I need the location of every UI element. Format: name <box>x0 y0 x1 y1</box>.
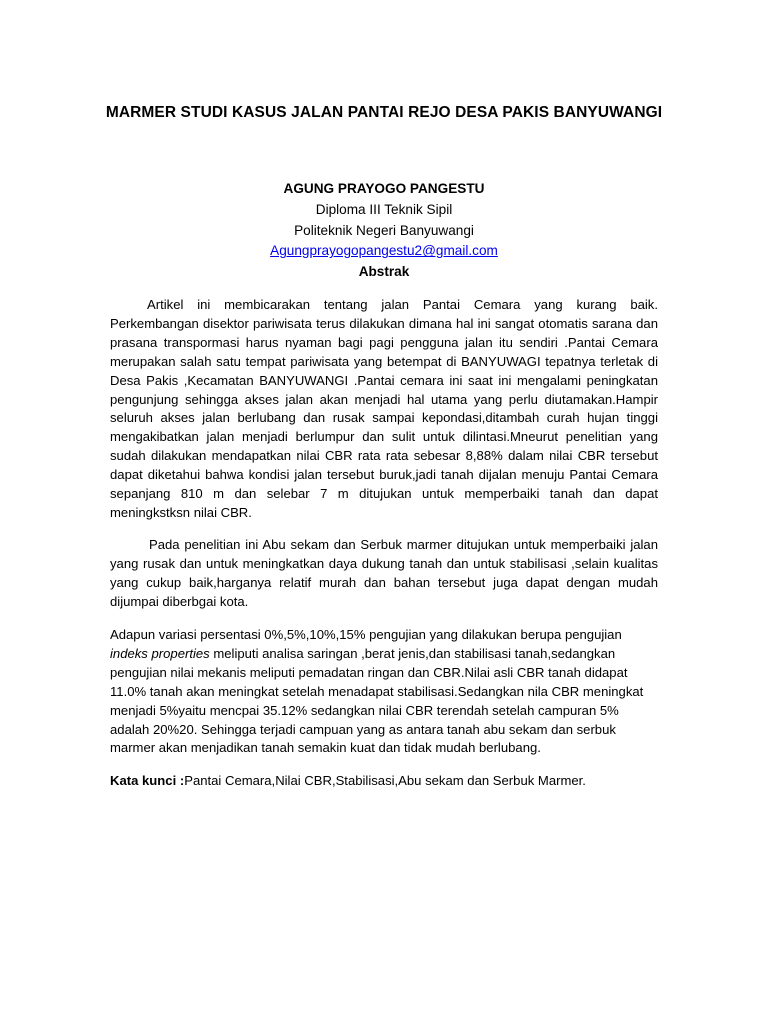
abstract-paragraph-3 <box>110 626 658 758</box>
author-email-link[interactable]: Agungprayogopangestu2@gmail.com <box>270 243 498 259</box>
keywords-label: Kata kunci : <box>110 773 185 788</box>
abstract-paragraph-3-italic-term: indeks properties <box>110 645 210 661</box>
abstract-paragraph-1 <box>110 296 658 523</box>
keywords-text: Pantai Cemara,Nilai CBR,Stabilisasi,Abu sekam dan Serbuk Marmer. <box>184 773 586 788</box>
author-block <box>0 179 768 283</box>
abstract-heading: Abstrak <box>358 264 410 280</box>
abstract-paragraph-3-text-start: Adapun variasi persentasi 0%,5%,10%,15% pengujian yang dilakukan berupa pengujian <box>110 627 622 642</box>
paper-title: MARMER STUDI KASUS JALAN PANTAI REJO DESA PAKIS BANYUWANGI <box>105 104 663 121</box>
author-program: Diploma III Teknik Sipil <box>315 201 453 217</box>
abstract-paragraph-3-text-end: meliputi analisa saringan ,berat jenis,dan stabilisasi tanah,sedangkan pengujian nilai mekanis meliputi pemadatan ringan dan CBR.Nilai asli CBR tanah didapat 11.0% tanah akan meningkat setelah menadapat stabilisasi.Sedangkan nila CBR meningkat menjadi 5%yaitu mencpai 35.12% sedangkan nilai CBR terendah setelah campuran 5% adalah 20%20. Sehingga terjadi campuan yang as antara tanah abu sekam dan serbuk marmer akan menjadikan tanah semakin kuat dan tidak mudah berlubang. <box>110 645 644 756</box>
author-institution: Politeknik Negeri Banyuwangi <box>294 222 474 238</box>
abstract-paragraph-1-text: Artikel ini membicarakan tentang jalan Pantai Cemara yang kurang baik. Perkembangan disektor pariwisata terus dilakukan dimana hal ini sangat otomatis sarana dan prasana transpormasi harus nyaman bagi pagi pengguna jalan itu sendiri .Pantai Cemara merupakan salah satu tempat pariwisata yang betempat di BANYUWAGI tepatnya terletak di Desa Pakis ,Kecamatan BANYUWANGI .Pantai cemara ini saat ini mengalami peningkatan pengunjung sehingga akses jalan akan menjadi hal utama yang perlu diutamakan.Hampir seluruh akses jalan berlubang dan rusak sampai kepondasi,ditambah curah hujan tinggi mengakibatkan jalan menjadi berlumpur dan sulit untuk dilintasi.Mneurut penelitian yang sudah dilakukan mendapatkan nilai CBR rata rata sebesar 8,88% dalam nilai CBR tersebut dapat diketahui bahwa kondisi jalan tersebut buruk,jadi tanah dijalan menuju Pantai Cemara sepanjang 810 m dan selebar 7 m ditujukan untuk memperbaiki tanah dan dapat meningkstksn nilai CBR. <box>110 297 658 520</box>
abstract-paragraph-2 <box>110 536 658 612</box>
keywords-line <box>110 772 658 791</box>
author-name: AGUNG PRAYOGO PANGESTU <box>283 181 485 196</box>
abstract-paragraph-2-text: Pada penelitian ini Abu sekam dan Serbuk marmer ditujukan untuk memperbaiki jalan yang rusak dan untuk meningkatkan daya dukung tanah dan untuk stabilisasi ,selain kualitas yang cukup baik,harganya relatif murah dan bahan tersebut juga dapat dengan mudah dijumpai diberbgai kota. <box>110 537 658 609</box>
